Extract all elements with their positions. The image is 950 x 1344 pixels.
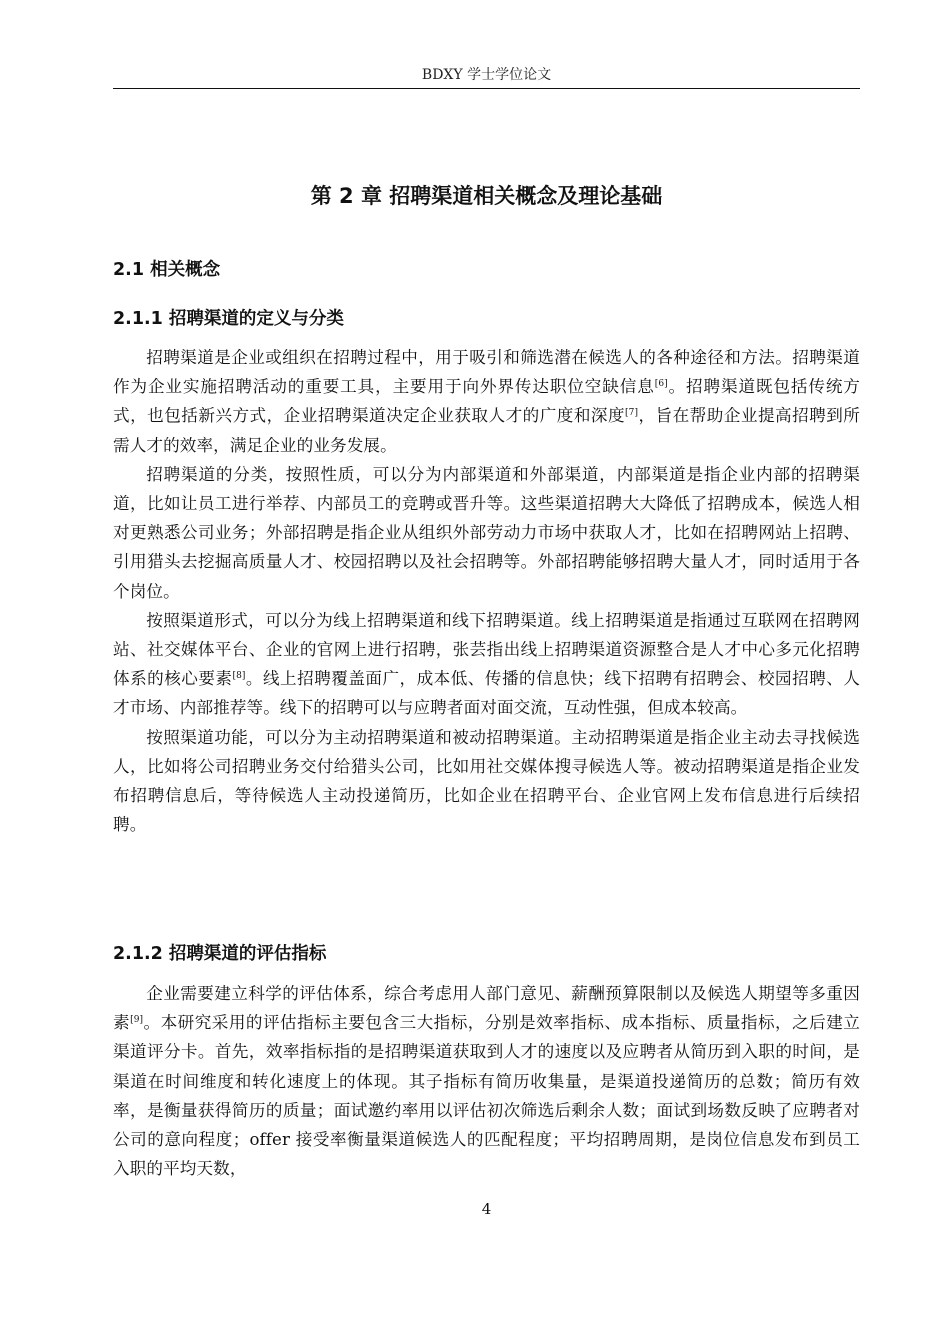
paragraph: 招聘渠道的分类，按照性质，可以分为内部渠道和外部渠道，内部渠道是指企业内部的招聘渠道，比如让员工进行举荐、内部员工的竞聘或晋升等。这些渠道招聘大大降低了招聘成本，候选人相对更熟悉公司业务；外部招聘是指企业从组织外部劳动力市场中获取人才，比如在招聘网站上招聘、引用猎头去挖掘高质量人才、校园招聘以及社会招聘等。外部招聘能够招聘大量人才，同时适用于各个岗位。	[113, 464, 860, 601]
paragraph	[113, 606, 860, 723]
paragraph-text: 招聘渠道是企业或组织在招聘过程中，用于吸引和筛选潜在候选人的各种途径和方法。招聘渠道作为企业实施招聘活动的重要工具，主要用于向外界传达职位空缺信息	[113, 348, 860, 397]
paragraph	[113, 979, 860, 1183]
header-rule	[113, 88, 860, 89]
body-block-2-1-2	[113, 979, 860, 1183]
paragraph-text: 按照渠道形式，可以分为线上招聘渠道和线下招聘渠道。线上招聘渠道是指通过互联网在招聘网站、社交媒体平台、企业的官网上进行招聘，张芸指出线上招聘渠道资源整合是人才中心多元化招聘体系的核心要素	[113, 610, 860, 689]
page-number: 4	[481, 1200, 492, 1218]
section-heading-2-1-1: 2.1.1 招聘渠道的定义与分类	[113, 309, 344, 329]
paragraph-text: 。线上招聘覆盖面广，成本低、传播的信息快；线下招聘有招聘会、校园招聘、人才市场、内部推荐等。线下的招聘可以与应聘者面对面交流，互动性强，但成本较高。	[113, 669, 860, 718]
section-heading-2-1-2: 2.1.2 招聘渠道的评估指标	[113, 944, 327, 964]
citation: [7]	[625, 408, 639, 419]
paragraph-text: 。本研究采用的评估指标主要包含三大指标，分别是效率指标、成本指标、质量指标，之后建立渠道评分卡。首先，效率指标指的是招聘渠道获取到人才的速度以及应聘者从简历到入职的时间，是渠道在时间维度和转化速度上的体现。其子指标有简历收集量，是渠道投递简历的总数；简历有效率，是衡量获得简历的质量；面试邀约率用以评估初次筛选后剩余人数；面试到场数反映了应聘者对公司的意向程度；offer 接受率衡量渠道候选人的匹配程度；平均招聘周期，是岗位信息发布到员工入职的平均天数，	[113, 1013, 860, 1179]
running-header: BDXY 学士学位论文	[421, 67, 552, 83]
paragraph-text: 企业需要建立科学的评估体系，综合考虑用人部门意见、薪酬预算限制以及候选人期望等多重因素	[113, 984, 860, 1033]
citation: [9]	[130, 1015, 144, 1026]
body-block-2-1-1	[113, 343, 860, 839]
paragraph	[113, 343, 860, 460]
citation: [6]	[654, 379, 668, 390]
citation: [8]	[232, 671, 246, 682]
paragraph-text: 。招聘渠道既包括传统方式，也包括新兴方式，企业招聘渠道决定企业获取人才的广度和深度	[113, 377, 860, 426]
chapter-title: 第 2 章 招聘渠道相关概念及理论基础	[310, 184, 663, 208]
paragraph: 按照渠道功能，可以分为主动招聘渠道和被动招聘渠道。主动招聘渠道是指企业主动去寻找候选人，比如将公司招聘业务交付给猎头公司，比如用社交媒体搜寻候选人等。被动招聘渠道是指企业发布招聘信息后，等待候选人主动投递简历，比如企业在招聘平台、企业官网上发布信息进行后续招聘。	[113, 727, 860, 835]
paragraph-text: ，旨在帮助企业提高招聘到所需人才的效率，满足企业的业务发展。	[113, 406, 860, 455]
section-heading-2-1: 2.1 相关概念	[113, 260, 221, 280]
